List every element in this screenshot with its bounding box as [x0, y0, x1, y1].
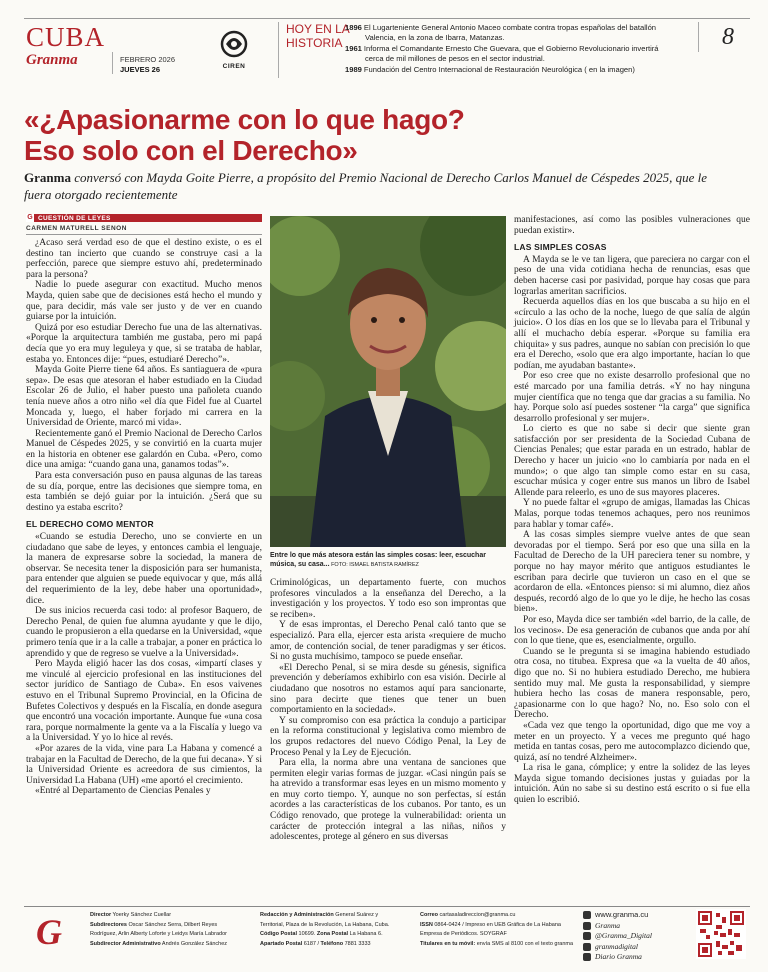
paragraph: Recientemente ganó el Premio Nacional de Derecho Carlos Manuel de Céspedes 2025, y se convirtió en la cuarta mujer en la historia en obtener ese galardón en Cuba. «Pero, como dice una amiga: “cuando gana una, ganamos todas”». — [26, 428, 262, 471]
social-text: Granma — [595, 920, 621, 930]
granma-g-logo-icon — [30, 912, 68, 950]
date-day: JUEVES 26 — [120, 65, 161, 74]
instagram-icon — [583, 943, 591, 951]
paragraph: manifestaciones, así como las posibles vulneraciones que puedan existir». — [514, 215, 750, 236]
deck-text: conversó con Mayda Goite Pierre, a propósito del Premio Nacional de Derecho Carlos Manuel de Céspedes 2025, que le fuera otorgado recientemente — [24, 170, 707, 202]
social-text: granmadigital — [595, 941, 638, 951]
ephemeris-text: cerca de mil millones de pesos en el sector industrial. — [365, 54, 545, 63]
headline-line: «¿Apasionarme con lo que hago? — [24, 104, 465, 135]
header-divider — [698, 22, 699, 52]
social-link[interactable] — [583, 952, 652, 963]
paragraph: Mayda Goite Pierre tiene 64 años. Es santiaguera de «pura sepa». De esas que atesoran el haber estudiado en la Ciudad Escolar 26 de Julio, el haber puesto una pañoleta cuando tenía nueve años a otro niño «el día que Fidel fue al Cuartel Moncada y, luego, el haber forjado mi carrera en la Universidad de Oriente, marcó mi vida». — [26, 365, 262, 429]
paragraph: Nadie lo puede asegurar con exactitud. Mucho menos Mayda, quien sabe que de decisiones está hecho el mundo y que, para decidir, más vale ser justo y de ver en cuando guiarse por la intuición. — [26, 280, 262, 323]
footer-value: Yoerky Sánchez Cuellar — [111, 912, 172, 918]
footer-contact — [420, 911, 578, 949]
date-month: FEBRERO 2026 — [120, 55, 176, 64]
footer-value: Territorial, Plaza de la Revolución, La Habana, Cuba. — [260, 921, 390, 928]
subheading: EL DERECHO COMO MENTOR — [26, 519, 154, 530]
footer-value: General Suárez y — [333, 912, 379, 918]
footer-address — [260, 911, 410, 949]
brand-name: Granma — [26, 52, 78, 68]
footer-label: Correo — [420, 912, 439, 918]
qr-code-icon[interactable] — [696, 909, 746, 959]
header-divider — [112, 52, 113, 74]
ephemeris-item — [345, 65, 685, 75]
footer-label: Subdirectores — [90, 921, 127, 928]
column-3 — [514, 215, 750, 806]
header-divider — [278, 22, 279, 78]
x-icon — [583, 932, 591, 940]
ephemeris-title-line: HISTORIA — [286, 36, 343, 50]
ephemeris-text: Valencia, en la zona de Ibarra, Matanzas. — [365, 33, 505, 42]
footer-label: Apartado Postal — [260, 940, 303, 947]
social-text: www.granma.cu — [595, 910, 649, 919]
social-text: @Granma_Digital — [595, 931, 652, 940]
paragraph: La risa le gana, cómplice; y entre la solidez de las leyes Mayda sigue tomando decisiones justas y guiadas por la intuición. Aún no sabe si su destino está escrito o si fue ella quien lo escribió. — [514, 763, 750, 806]
paragraph: A Mayda se le ve tan ligera, que pareciera no cargar con el peso de una vida cotidiana hecha de renuncias, esas que deben hacerse casi por pasividad, porque hay cosas que para lograrlas ameritan sacrificios. — [514, 254, 750, 297]
social-text: Diario Granma — [595, 952, 642, 961]
footer-value: Rodríguez, Arlin Alberty Loforte y Leidys María Labrador — [90, 931, 227, 937]
subheading: LAS SIMPLES COSAS — [514, 242, 607, 253]
article-deck — [24, 170, 734, 203]
paragraph: «Cuando se estudia Derecho, uno se convierte en un ciudadano que sabe de leyes, y entonces cambia el lenguaje, la manera de expresarse sobre la sociedad, la manera de observar. Se necesita tener la disposición para ser humanista, para entender que alguien se puede equivocar y que, más allá del requerimiento de la ley, debe haber una oportunidad», dice. — [26, 532, 262, 606]
page-number: 8 — [722, 24, 734, 50]
portrait-illustration — [270, 216, 506, 547]
youtube-icon — [583, 953, 591, 961]
footer-value: 0864-0424 / Impreso en UEB Gráfica de La Habana — [432, 921, 561, 928]
paragraph: Pero Mayda eligió hacer las dos cosas, «impartí clases y me vinculé al ejercicio profesional en las instituciones del sector jurídico de Santiago de Cuba». En esos vaivenes estuvo en el Tribunal Supremo Provincial, en la Oficina de Bufetes Colectivos y después en la Fiscalía, en donde asegura que encontró una vocación importante. Aunque fue «una cosa rara, porque normalmente la gente va a la Fiscalía y luego va a la Universidad. Y yo lo hice al revés. — [26, 659, 262, 744]
footer-label: Subdirector Administrativo — [90, 940, 161, 947]
photo-credit: FOTO: ISMAEL BATISTA RAMÍREZ — [329, 562, 419, 568]
paragraph: Para ella, la norma abre una ventana de sanciones que permiten elegir varias formas de juzgar. «Casi ningún país se ha atrevido a transformar esas leyes en un mismo momento y en muy corto tiempo. Y, aunque no son perfectas, sí están acordes a las características de los cubanos. Por tanto, es un Código renovado, que protege la vulnerabilidad: orienta un carácter de protección integral a las niñas, niños y adolescentes, protege al género en sus diversas — [270, 758, 506, 843]
paragraph: A las cosas simples siempre vuelve antes de que sean devoradas por el tiempo. Será por eso que una silla en la Facultad de Derecho de la UH pareciera tener su nombre, y porque no hay mayor mérito que antiguos estudiantes le escriban para decirle que tuvieron un caso en el que se acordaron de ella. «Entonces pienso: si mi alumno, diez años después, recordó algo de lo que yo le dije, he hecho las cosas bien». — [514, 530, 750, 615]
social-link[interactable] — [583, 931, 652, 942]
footer-value: 7881 3333 — [343, 940, 371, 947]
paragraph: De sus inicios recuerda casi todo: al profesor Baquero, de Derecho Penal, de quien fue alumna ayudante y que le dijo, cuando le propusieron a ella quedarse en la Universidad, «que primero tenía que ir a la calle a trabajar, a poner en práctica lo aprendido y que de regreso se vuelve a la Universidad». — [26, 606, 262, 659]
paragraph: «Cada vez que tengo la oportunidad, digo que me voy a meter en un proyecto. Y a veces me pregunto qué hago metida en tantas cosas, pero me autocomplazco diciendo que, quizá, así no tendré Alzheimer». — [514, 720, 750, 763]
ciren-logo-label: CIREN — [222, 63, 246, 70]
footer-value: cartasaladireccion@granma.cu — [438, 912, 516, 918]
footer-label: Teléfono — [320, 940, 344, 947]
footer-value: Oscar Sánchez Serra, Dilbert Reyes — [126, 921, 218, 928]
paragraph: Criminológicas, un departamento fuerte, con muchos profesores vinculados a la enseñanza del Derecho, a la investigación y los proyectos. Y todo eso son improntas que se reciben». — [270, 578, 506, 620]
footer-label: Redacción y Administración — [260, 912, 334, 918]
paragraph: ¿Acaso será verdad eso de que el destino existe, o es el destino tan incierto que cuando se construye casi a la perfección, parece que siempre estuvo ahí, predeterminado para la persona? — [26, 238, 262, 280]
kicker — [26, 214, 262, 235]
footer-staff — [90, 911, 250, 949]
ephemeris-year: 1896 — [345, 23, 362, 32]
portrait-photo — [270, 216, 506, 547]
footer-label: Titulares en tu móvil: — [420, 940, 476, 947]
footer-label: ISSN — [420, 921, 433, 928]
ephemeris-title-line: HOY EN LA — [286, 22, 350, 36]
headline — [24, 104, 744, 166]
footer-label: Zona Postal — [316, 931, 349, 937]
granma-g-icon: G — [27, 214, 33, 221]
paragraph: «El Derecho Penal, si se mira desde su génesis, significa prevención y deberíamos exhibirlo con esa visión. Decirle al ciudadano que nosotros no estamos aquí para sancionarte, sino para decirte que tienes que tener un buen comportamiento en la sociedad». — [270, 662, 506, 716]
paragraph: Y no puede faltar el «grupo de amigas, llamadas las Chicas Malas, porque todas tenemos achaques, pero nos reunimos para hablar y tomar café». — [514, 498, 750, 530]
kicker-label: CUESTIÓN DE LEYES — [38, 214, 111, 222]
paragraph: Por eso cree que no existe desarrollo profesional que no esté marcado por una familia detrás. «Y no hay ninguna mujer científica que no tenga que dar gracias a su familia. No hay. Porque solo así puedes sostener “la carga” que significa desarrollo profesional y ser mujer». — [514, 371, 750, 424]
social-link[interactable] — [583, 910, 652, 921]
paragraph: «Entré al Departamento de Ciencias Penales y — [35, 786, 211, 797]
byline: CARMEN MATURELL SENON — [26, 225, 262, 235]
section-title: CUBA — [26, 22, 106, 52]
ephemeris-text: Fundación del Centro Internacional de Restauración Neurológica ( en la imagen) — [363, 65, 635, 74]
footer-value: envía SMS al 8100 con el texto granma — [475, 940, 574, 947]
ephemeris-item — [345, 44, 685, 64]
paragraph: Quizá por eso estudiar Derecho fue una de las alternativas. «Porque la arquitectura también me gustaba, pero mi papá decía que yo era muy leguleya y que, si se trataba de hablar, estaba yo. Entonces dije: “pues, estudiaré Derecho”». — [26, 322, 262, 365]
paragraph: Por eso, Mayda dice ser también «del barrio, de la calle, de los vecinos». De esa generación de cubanos que anda por ahí con lo que tiene, que es, esencialmente, orgullo. — [514, 614, 750, 647]
column-2 — [270, 578, 506, 843]
facebook-icon — [583, 922, 591, 930]
paragraph: Cuando se le pregunta si se imagina habiendo estudiado otra cosa, no titubea. Expresa que «a la vuelta de 40 años, digo que no. Si no hubiera estudiado Derecho, me hubiera sentido muy mal. Me gusta la responsabilidad, y siempre hubiera hecho las cosas de manera responsable, pero, ¿apasionarme con lo que hago? No, no. Eso solo con el Derecho. — [514, 646, 750, 721]
ephemeris-text: El Lugarteniente General Antonio Maceo combate contra tropas españolas del batallón — [363, 23, 657, 32]
photo-caption — [270, 551, 506, 570]
footer-rule — [24, 906, 750, 907]
paragraph: «Por azares de la vida, vine para La Habana y comencé a trabajar en la Facultad de Derecho, de la que fui decana». Y si la Universidad Oriente es acreedora de sus cimientos, la Universidad La Habana (UH) «me aportó el crecimiento. — [26, 743, 262, 786]
footer-value: Andrés González Sánchez — [160, 940, 228, 947]
ephemeris-title — [286, 22, 350, 50]
paragraph: Lo cierto es que no sabe si decir que siente gran satisfacción por ser presidenta de la Sociedad Cubana de Ciencias Penales; que estar parada en un estrado, hablar de Derecho y hacer un juicio «no lo cambiaría por nada en el mundo»; o que algo tan simple como estar en su casa, escuchar música y coger entre sus manos un libro de Isabel Allende para releerlo, es uno de sus mayores placeres. — [514, 424, 750, 498]
ephemeris-year: 1989 — [345, 65, 362, 74]
social-link[interactable] — [583, 921, 652, 932]
caption-text: Entre lo que más atesora están las simples cosas: leer, escuchar música, su casa... — [270, 552, 486, 568]
social-link[interactable] — [583, 942, 652, 953]
footer-value: 10699. — [296, 931, 317, 937]
svg-text:G: G — [36, 912, 62, 950]
paragraph: Para esta conversación puso en pausa algunas de las tareas de su día, porque, entre las decisiones que siempre toma, en esta también se dejó guiar por la intuición. ¿Será que su destino ya estaba escrito? — [26, 471, 262, 513]
footer-label: Código Postal — [260, 931, 297, 937]
ephemeris-year: 1961 — [345, 44, 362, 53]
paragraph: Y de esas improntas, el Derecho Penal caló tanto que se especializó. Para ella, ejercer esta arista «requiere de mucho amor, de contención social, de tener paradigmas y ser éticos. Si no gusta muchísimo, tampoco se puede enseñar. — [270, 620, 506, 663]
kicker-bar — [26, 214, 262, 222]
ephemeris-text: Informa el Comandante Ernesto Che Guevara, que el Gobierno Revolucionario invertirá — [363, 44, 659, 53]
ephemeris-item — [345, 23, 685, 43]
footer-label: Director — [90, 912, 112, 918]
headline-line: Eso solo con el Derecho» — [24, 135, 358, 166]
footer-value: La Habana 6. — [348, 931, 383, 937]
footer-value: Empresa de Periódicos. SOYGRAF — [420, 931, 507, 937]
social-links — [583, 910, 652, 963]
column-1 — [26, 238, 262, 797]
globe-icon — [583, 911, 591, 919]
deck-brand: Granma — [24, 170, 71, 185]
paragraph: Y su compromiso con esa práctica la condujo a participar en la reforma constitucional y legislativa como miembro de los grupos redactores del nuevo Código Penal, la Ley de Proceso Penal y la Ley de Ejecución. — [270, 715, 506, 758]
header-rule — [24, 18, 750, 19]
paragraph: Recuerda aquellos días en los que buscaba a su hijo en el «círculo a las ocho de la noche, luego de que salía de algún juicio». O los días en los que se lo llevaba para el Tribunal y allí el muchacho debía esperar. «Porque su familia era chiquita» y sus padres, aunque no sabían con precisión lo que era el Derecho, «solo que era algo importante, hacían lo que podían, me ayudaban bastante». — [514, 297, 750, 371]
footer-value: 6187 / — [302, 940, 321, 947]
